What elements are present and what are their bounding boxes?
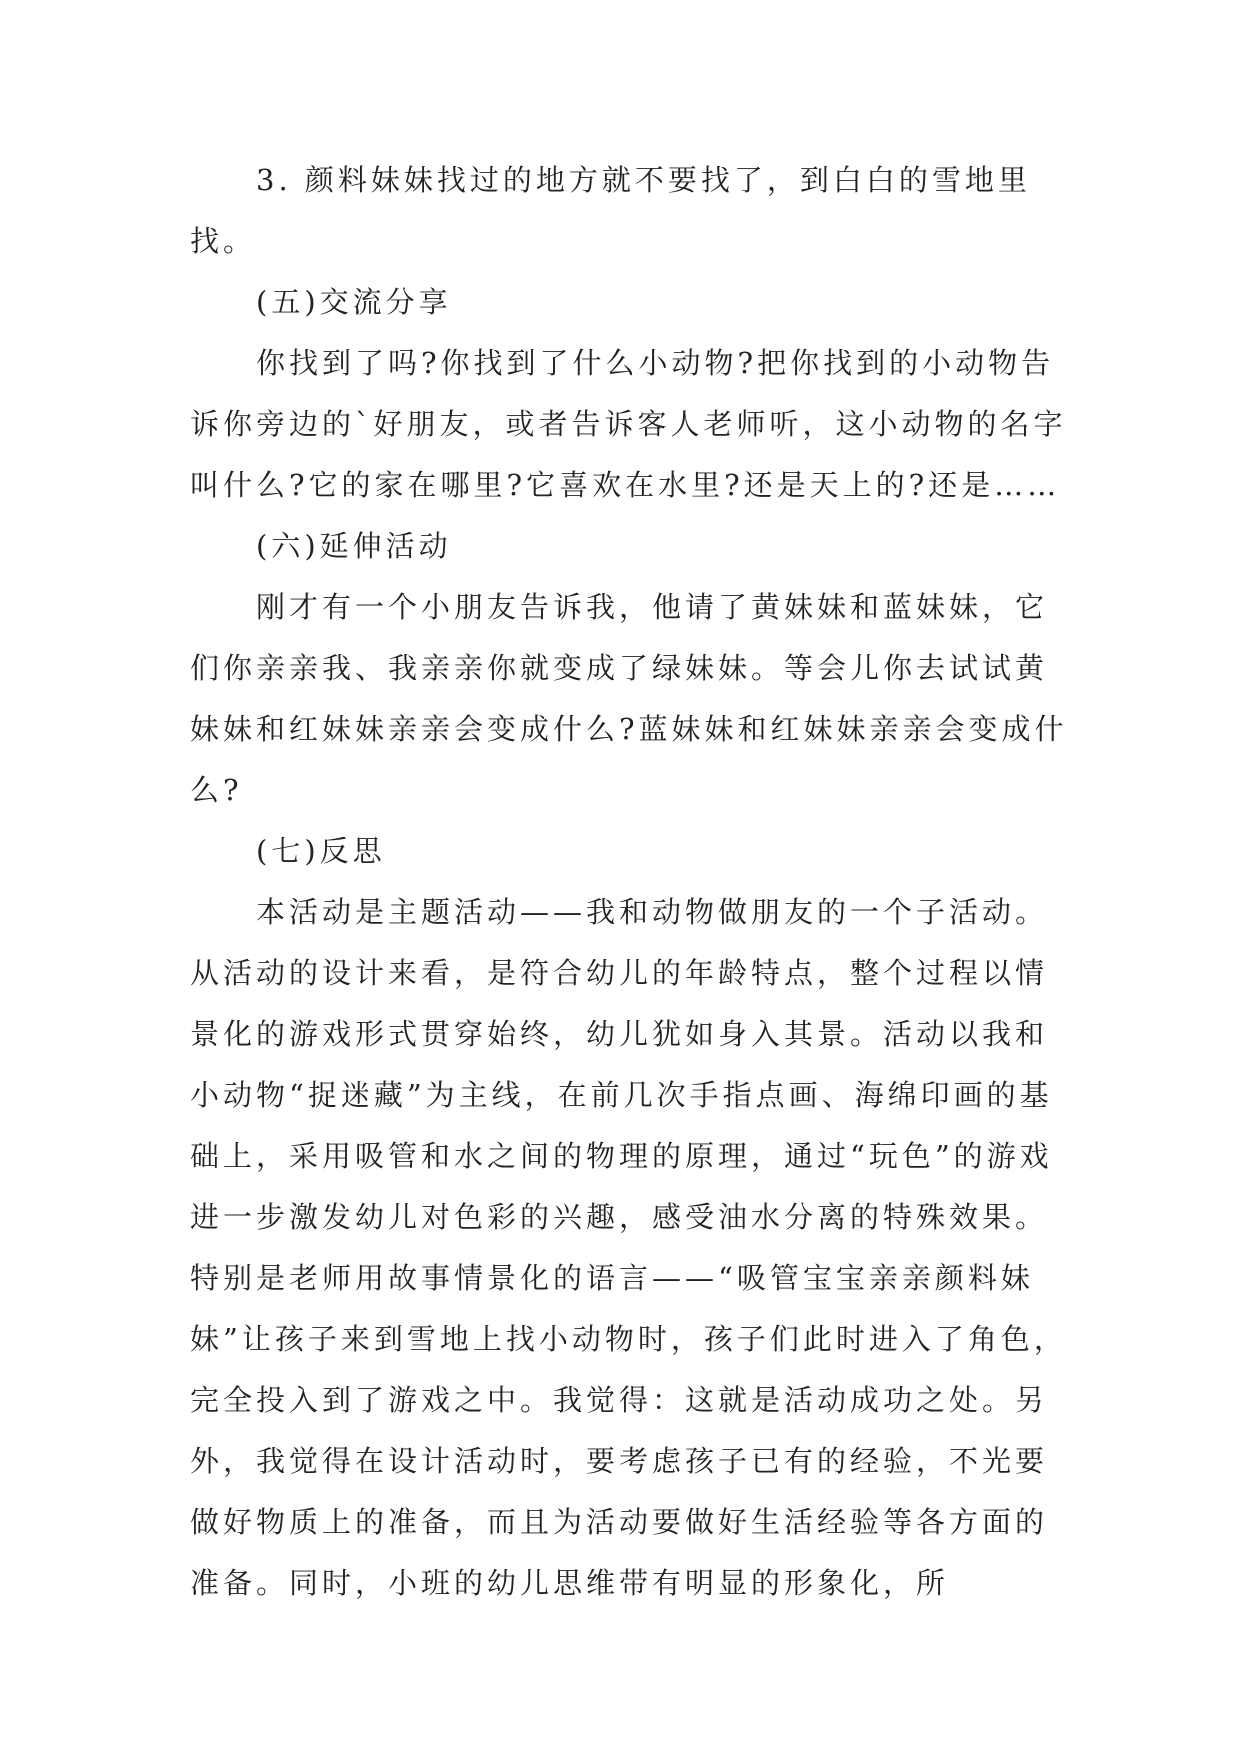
extension-activity-paragraph: 刚才有一个小朋友告诉我，他请了黄妹妹和蓝妹妹，它们你亲亲我、我亲亲你就变成了绿妹妹。等会儿你去试试黄妹妹和红妹妹亲亲会变成什么?蓝妹妹和红妹妹亲亲会变成什么? (190, 590, 1068, 807)
section-heading-extension-activity: (六)延伸活动 (256, 529, 452, 563)
document-body (190, 150, 1070, 1614)
section-heading-exchange-share: (五)交流分享 (256, 285, 452, 319)
section-heading-reflection: (七)反思 (256, 834, 386, 868)
step-3-paragraph: 3. 颜料妹妹找过的地方就不要找了，到白白的雪地里找。 (190, 163, 1031, 258)
reflection-paragraph: 本活动是主题活动——我和动物做朋友的一个子活动。从活动的设计来看，是符合幼儿的年龄特点，整个过程以情景化的游戏形式贯穿始终，幼儿犹如身入其景。活动以我和小动物“捉迷藏”为主线，在前几次手指点画、海绵印画的基础上，采用吸管和水之间的物理的原理，通过“玩色”的游戏进一步激发幼儿对色彩的兴趣，感受油水分离的特殊效果。特别是老师用故事情景化的语言——“吸管宝宝亲亲颜料妹妹”让孩子来到雪地上找小动物时，孩子们此时进入了角色，完全投入到了游戏之中。我觉得：这就是活动成功之处。另外，我觉得在设计活动时，要考虑孩子已有的经验，不光要做好物质上的准备，而且为活动要做好生活经验等各方面的准备。同时，小班的幼儿思维带有明显的形象化，所 (190, 895, 1067, 1600)
exchange-share-paragraph: 你找到了吗?你找到了什么小动物?把你找到的小动物告诉你旁边的`好朋友，或者告诉客人老师听，这小动物的名字叫什么?它的家在哪里?它喜欢在水里?还是天上的?还是…… (190, 346, 1067, 502)
